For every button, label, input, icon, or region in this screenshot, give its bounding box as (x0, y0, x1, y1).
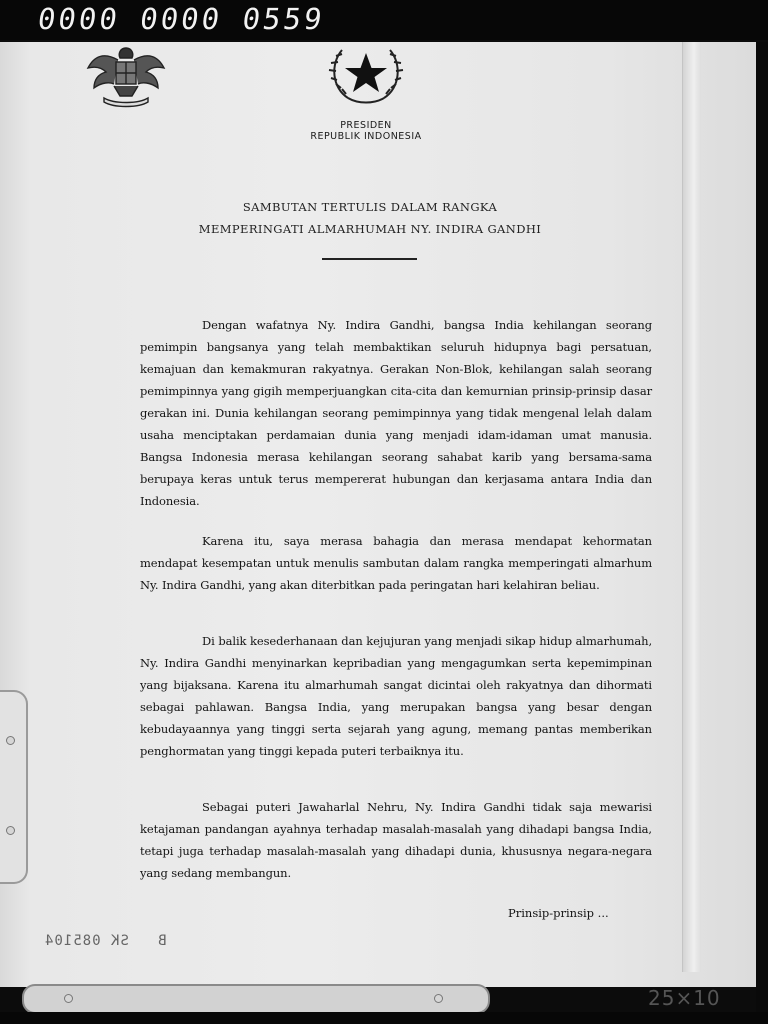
punch-hole (6, 826, 15, 835)
document-title: SAMBUTAN TERTULIS DALAM RANGKA (242, 200, 498, 214)
film-top-band (0, 0, 768, 40)
frame-number: 0000 0000 0559 (35, 2, 327, 36)
paragraph: Karena itu, saya merasa bahagia dan merasa mendapat kehormatan mendapat kesempatan untuk menulis sambutan dalam rangka memperingati almarhum Ny. Indira Gandhi, yang akan diterbitkan pada peringatan hari kelahiran beliau. (140, 534, 652, 592)
paragraph: Dengan wafatnya Ny. Indira Gandhi, bangsa India kehilangan seorang pemimpin bangsanya yang telah membaktikan seluruh hidupnya bagi persatuan, kemajuan dan kemakmuran rakyatnya. Gerakan Non-Blok, kehilangan salah seorang pemimpinnya yang gigih memperjuangkan cita-cita dan kemurnian prinsip-prinsip dasar gerakan ini. Dunia kehilangan seorang pemimpinnya yang tidak mengenal lelah dalam usaha menciptakan perdamaian dunia yang menjadi idam-idaman umat manusia. Bangsa Indonesia merasa kehilangan seorang sahabat karib yang bersama-sama berupaya keras untuk terus mempererat hubungan dan kerjasama antara India dan Indonesia. (140, 318, 652, 508)
office-subtitle: REPUBLIK INDONESIA (310, 131, 422, 142)
garuda-emblem-icon (84, 42, 168, 110)
catchword: Prinsip-prinsip ... (508, 906, 609, 920)
mirrored-serial: B SK 085104 (44, 933, 167, 949)
document-subtitle: MEMPERINGATI ALMARHUMAH NY. INDIRA GANDHI (198, 222, 542, 236)
paragraph: Sebagai puteri Jawaharlal Nehru, Ny. Indira Gandhi tidak saja mewarisi ketajaman pandangan ayahnya terhadap masalah-masalah yang dihadapi bangsa India, tetapi juga terhadap masalah-masalah yang dihadapi dunia, khususnya negara-negara yang sedang membangun. (140, 800, 652, 880)
presidential-star-seal-icon (324, 40, 408, 108)
paragraph: Di balik kesederhanaan dan kejujuran yang menjadi sikap hidup almarhumah, Ny. Indira Gandhi menyinarkan kepribadian yang mengagumkan serta kepemimpinan yang bijaksana. Karena itu almarhumah sangat dicintai oleh rakyatnya dan dihormati sebagai pahlawan. Bangsa India, yang merupakan bangsa yang besar dengan kebudayaannya yang tinggi serta sejarah yang agung, memang pantas memberikan penghormatan yang tinggi kepada puteri terbaiknya itu. (140, 634, 652, 758)
film-bottom-band (0, 1012, 768, 1024)
title-rule (322, 258, 417, 260)
page-fold (682, 42, 701, 972)
clip-tab (0, 690, 28, 884)
binder-strip (22, 984, 490, 1014)
punch-hole (6, 736, 15, 745)
fiche-reduction-mark: 25×10 (648, 986, 721, 1010)
strip-hole (64, 994, 73, 1003)
office-title: PRESIDEN (340, 120, 392, 131)
film-right-edge (756, 42, 768, 1012)
strip-hole (434, 994, 443, 1003)
